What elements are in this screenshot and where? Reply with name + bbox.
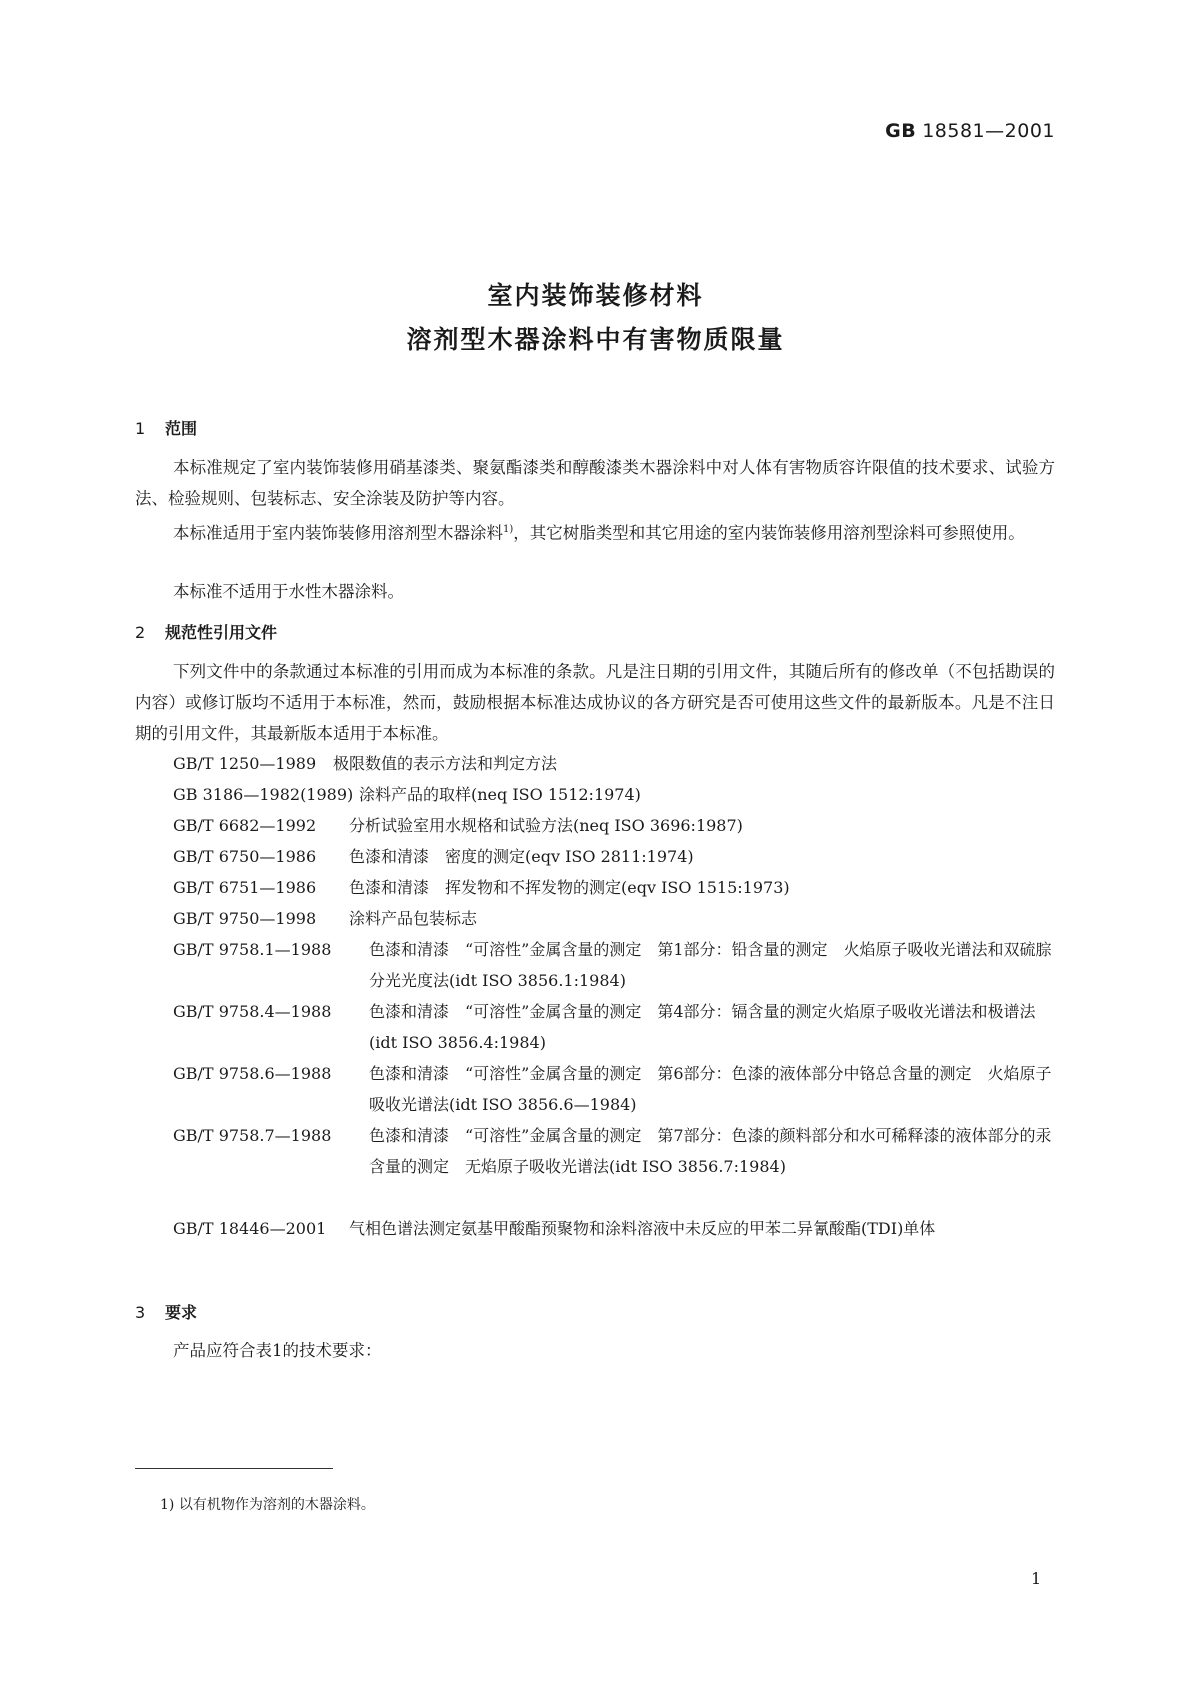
reference-title: 气相色谱法测定氨基甲酸酯预聚物和涂料溶液中未反应的甲苯二异氰酸酯(TDI)单体 bbox=[349, 1219, 936, 1238]
reference-item bbox=[173, 934, 1059, 996]
reference-item bbox=[173, 903, 1059, 934]
reference-code: GB/T 9758.6—1988 bbox=[173, 1064, 332, 1083]
reference-title: 色漆和清漆 密度的测定(eqv ISO 2811:1974) bbox=[349, 847, 694, 866]
section-title: 要求 bbox=[165, 1303, 198, 1322]
reference-title: 涂料产品包装标志 bbox=[349, 909, 478, 928]
section-heading-references bbox=[135, 620, 277, 643]
reference-code: GB/T 9758.7—1988 bbox=[173, 1126, 332, 1145]
section-title: 范围 bbox=[165, 419, 198, 438]
reference-item bbox=[173, 996, 1059, 1058]
footnote: 1) 以有机物作为溶剂的木器涂料。 bbox=[160, 1497, 375, 1513]
footnote-marker: 1) bbox=[503, 524, 514, 535]
scope-paragraph-2-text-a: 本标准适用于室内装饰装修用溶剂型木器涂料 bbox=[173, 523, 503, 543]
reference-code: GB/T 6750—1986 bbox=[173, 847, 317, 866]
standard-prefix: GB bbox=[885, 120, 917, 142]
reference-code: GB/T 9758.1—1988 bbox=[173, 940, 332, 959]
section-heading-scope bbox=[135, 416, 197, 439]
reference-item bbox=[173, 1213, 1059, 1244]
reference-code: GB/T 18446—2001 bbox=[173, 1219, 327, 1238]
reference-code: GB/T 9750—1998 bbox=[173, 909, 317, 928]
reference-code: GB/T 9758.4—1988 bbox=[173, 1002, 332, 1021]
reference-item bbox=[173, 748, 1059, 779]
reference-item bbox=[173, 841, 1059, 872]
standard-code: 18581—2001 bbox=[922, 120, 1055, 142]
standard-number bbox=[885, 120, 1055, 142]
reference-title: 色漆和清漆 挥发物和不挥发物的测定(eqv ISO 1515:1973) bbox=[349, 878, 790, 897]
section-heading-requirements bbox=[135, 1300, 197, 1323]
reference-title: 涂料产品的取样(neq ISO 1512:1974) bbox=[359, 785, 641, 804]
reference-item bbox=[173, 810, 1059, 841]
section-number: 2 bbox=[135, 623, 146, 642]
reference-title: 色漆和清漆 “可溶性”金属含量的测定 第1部分：铅含量的测定 火焰原子吸收光谱法和双硫腙分光光度法(idt ISO 3856.1:1984) bbox=[369, 940, 1052, 990]
reference-code: GB/T 6682—1992 bbox=[173, 816, 317, 835]
reference-title: 色漆和清漆 “可溶性”金属含量的测定 第6部分：色漆的液体部分中铬总含量的测定 火焰原子吸收光谱法(idt ISO 3856.6—1984) bbox=[369, 1064, 1052, 1114]
document-title-line-1: 室内装饰装修材料 bbox=[487, 281, 704, 310]
reference-item bbox=[173, 779, 1059, 810]
section-number: 1 bbox=[135, 419, 146, 438]
reference-code: GB 3186—1982(1989) bbox=[173, 785, 354, 804]
footnote-divider bbox=[135, 1468, 333, 1469]
section-number: 3 bbox=[135, 1303, 146, 1322]
section-title: 规范性引用文件 bbox=[165, 623, 278, 642]
scope-paragraph-2-text-b: ，其它树脂类型和其它用途的室内装饰装修用溶剂型涂料可参照使用。 bbox=[513, 523, 1025, 543]
reference-item bbox=[173, 872, 1059, 903]
scope-paragraph-1: 本标准规定了室内装饰装修用硝基漆类、聚氨酯漆类和醇酸漆类木器涂料中对人体有害物质容许限值的技术要求、试验方法、检验规则、包装标志、安全涂装及防护等内容。 bbox=[135, 458, 1055, 508]
reference-title: 色漆和清漆 “可溶性”金属含量的测定 第7部分：色漆的颜料部分和水可稀释漆的液体部分的汞含量的测定 无焰原子吸收光谱法(idt ISO 3856.7:1984) bbox=[369, 1126, 1052, 1176]
scope-paragraph-3: 本标准不适用于水性木器涂料。 bbox=[173, 582, 404, 601]
reference-item bbox=[173, 1058, 1059, 1120]
requirements-paragraph: 产品应符合表1的技术要求： bbox=[173, 1341, 382, 1360]
reference-code: GB/T 1250—1989 bbox=[173, 754, 317, 773]
scope-paragraph-2 bbox=[135, 514, 1055, 549]
document-title-line-2: 溶剂型木器涂料中有害物质限量 bbox=[406, 325, 785, 354]
reference-code: GB/T 6751—1986 bbox=[173, 878, 317, 897]
references-intro: 下列文件中的条款通过本标准的引用而成为本标准的条款。凡是注日期的引用文件，其随后所有的修改单（不包括勘误的内容）或修订版均不适用于本标准，然而，鼓励根据本标准达成协议的各方研究是否可使用这些文件的最新版本。凡是不注日期的引用文件，其最新版本适用于本标准。 bbox=[135, 662, 1055, 743]
page-number: 1 bbox=[1031, 1569, 1042, 1588]
reference-title: 极限数值的表示方法和判定方法 bbox=[333, 754, 558, 773]
reference-title: 色漆和清漆 “可溶性”金属含量的测定 第4部分：镉含量的测定火焰原子吸收光谱法和极谱法(idt ISO 3856.4:1984) bbox=[369, 1002, 1036, 1052]
reference-item bbox=[173, 1120, 1059, 1182]
reference-title: 分析试验室用水规格和试验方法(neq ISO 3696:1987) bbox=[349, 816, 743, 835]
